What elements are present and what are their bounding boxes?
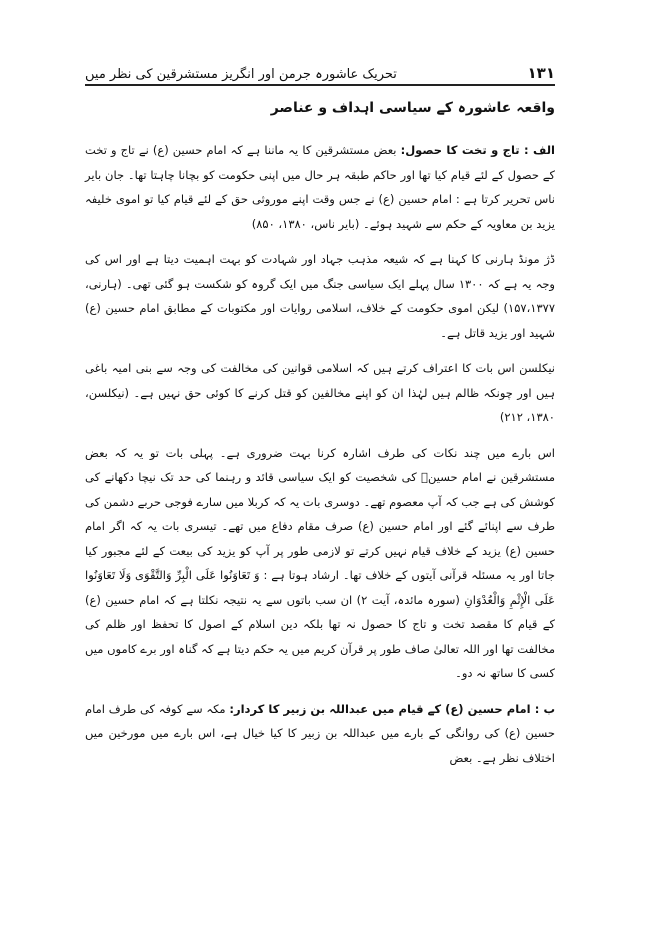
paragraph-heading: الف : تاج و تخت کا حصول: — [400, 143, 555, 157]
paragraph-text: بعض مستشرقین کا یہ ماننا ہے کہ امام حسین (ع) نے تاج و تخت کے حصول کے لئے قیام کیا تھا اور حاکم طبقہ ہر حال میں اپنی حکومت کو بچانا چاہتا تھا۔ جان بایر ناس تحریر کرتا ہے : امام حسین (ع) نے جس وقت اپنے موروثی حق کے لئے قیام کیا تو اموی خلیفہ یزید بن معاویہ کے حکم سے شہید ہوئے۔ (بایر ناس، ۱۳۸۰، ۸۵۰) — [85, 143, 555, 231]
page-body — [85, 100, 555, 781]
paragraph-harney — [85, 247, 555, 345]
running-header — [85, 56, 555, 82]
paragraph-text: ڈژ مونڈ ہارنی کا کہنا ہے کہ شیعہ مذہب جہاد اور شہادت کو بہت اہمیت دیتا ہے اور اس کی وجہ یہ ہے کہ ۱۳۰۰ سال پہلے ایک سیاسی جنگ میں ایک گروہ کو شکست ہو گئی تھی۔ (ہارنی، ۱۵۷،۱۳۷۷) لیکن اموی حکومت کے خلاف، اسلامی روایات اور مکتوبات کے مطابق امام حسین (ع) شہید اور یزید قاتل ہے۔ — [85, 252, 555, 340]
paragraph-crown-and-throne — [85, 138, 555, 236]
paragraph-text: اس بارے میں چند نکات کی طرف اشارہ کرنا بہت ضروری ہے۔ پہلی بات تو یہ کہ بعض مستشرقین نے امام حسینؑ کی شخصیت کو ایک سیاسی قائد و رہنما کی حد تک نیچا دکھانے کی کوشش کی ہے جب کہ آپ معصوم تھے۔ دوسری بات یہ کہ کربلا میں سارے فوجی حربے دشمن کی طرف سے اپنائے گئے اور امام حسین (ع) صرف مقام دفاع میں تھے۔ تیسری بات یہ کہ اگر امام حسین (ع) یزید کے خلاف قیام نہیں کرتے تو لازمی طور پر آپ کو یزید کی بیعت کے لئے مجبور کیا جاتا اور یہ مسئلہ قرآنی آیتوں کے خلاف تھا۔ ارشاد ہوتا ہے : وَ تَعَاوَنُوا عَلَى الْبِرِّ وَالتَّقْوَى وَلَا تَعَاوَنُوا عَلَى الْإِثْمِ وَالْعُدْوَانِ (سورہ مائدہ، آیت ۲) ان سب باتوں سے یہ نتیجہ نکلتا ہے کہ امام حسین (ع) کے قیام کا مقصد تخت و تاج کا حصول نہ تھا بلکہ دین اسلام کے اصول کا تحفظ اور ظلم کی مخالفت تھا اور اللہ تعالیٰ صاف طور پر قرآن کریم میں یہ حکم دیتا ہے کہ گناہ اور برے کاموں میں کسی کا ساتھ نہ دو۔ — [85, 445, 555, 680]
paragraph-text: نیکلسن اس بات کا اعتراف کرتے ہیں کہ اسلامی قوانین کی مخالفت کی وجہ سے بنی امیہ باغی ہیں اور چونکہ ظالم ہیں لہٰذا ان کو اپنے مخالفین کو قتل کرنے کا کوئی حق نہیں ہے۔ (نیکلسن، ۱۳۸۰، ۲۱۲) — [85, 361, 555, 424]
running-title: تحریک عاشورہ جرمن اور انگریز مستشرقین کی نظر میں — [85, 67, 397, 82]
header-divider — [85, 84, 555, 86]
page-number: ۱۳۱ — [527, 64, 555, 82]
paragraph-ibn-zubayr — [85, 697, 555, 771]
paragraph-nicholson — [85, 356, 555, 430]
paragraph-text: مکہ سے کوفہ کی طرف امام حسین (ع) کی روانگی کے بارے میں عبداللہ بن زبیر کا کیا خیال ہے، اس بارے میں مورخین میں اختلاف نظر ہے۔ بعض — [85, 701, 555, 765]
section-title: واقعہ عاشورہ کے سیاسی اہداف و عناصر — [270, 100, 555, 116]
paragraph-heading: ب : امام حسین (ع) کے قیام میں عبداللہ بن زبیر کا کردار: — [229, 701, 555, 716]
paragraph-points — [85, 441, 555, 686]
